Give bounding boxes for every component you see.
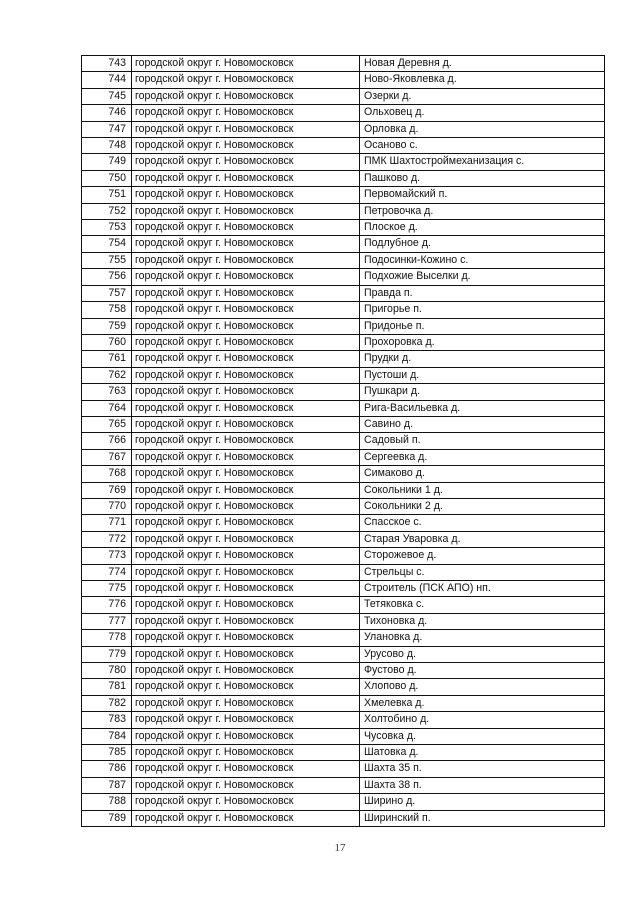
row-number: 749 [82, 154, 132, 170]
table-row [82, 597, 605, 613]
table-row [82, 663, 605, 679]
settlement-cell: Правда п. [360, 285, 605, 301]
settlement-cell: Стрельцы с. [360, 564, 605, 580]
district-cell: городской округ г. Новомосковск [132, 88, 360, 104]
district-cell: городской округ г. Новомосковск [132, 203, 360, 219]
district-cell: городской округ г. Новомосковск [132, 466, 360, 482]
row-number: 745 [82, 88, 132, 104]
district-cell: городской округ г. Новомосковск [132, 138, 360, 154]
settlement-cell: Спасское с. [360, 515, 605, 531]
district-cell: городской округ г. Новомосковск [132, 695, 360, 711]
table-row [82, 121, 605, 137]
table-row [82, 351, 605, 367]
district-cell: городской округ г. Новомосковск [132, 105, 360, 121]
district-cell: городской округ г. Новомосковск [132, 285, 360, 301]
district-cell: городской округ г. Новомосковск [132, 269, 360, 285]
district-cell: городской округ г. Новомосковск [132, 794, 360, 810]
table-row [82, 646, 605, 662]
row-number: 752 [82, 203, 132, 219]
row-number: 769 [82, 482, 132, 498]
table-row [82, 613, 605, 629]
table-row [82, 630, 605, 646]
table-row [82, 745, 605, 761]
row-number: 763 [82, 384, 132, 400]
district-cell: городской округ г. Новомосковск [132, 728, 360, 744]
district-cell: городской округ г. Новомосковск [132, 712, 360, 728]
settlement-cell: Старая Уваровка д. [360, 531, 605, 547]
settlement-cell: Придонье п. [360, 318, 605, 334]
row-number: 751 [82, 187, 132, 203]
table-row [82, 531, 605, 547]
row-number: 777 [82, 613, 132, 629]
district-cell: городской округ г. Новомосковск [132, 56, 360, 72]
settlement-cell: Петровочка д. [360, 203, 605, 219]
page-number: 17 [334, 842, 346, 854]
settlement-cell: Шатовка д. [360, 745, 605, 761]
row-number: 771 [82, 515, 132, 531]
table-row [82, 515, 605, 531]
settlement-cell: Сторожевое д. [360, 548, 605, 564]
table-row [82, 170, 605, 186]
row-number: 784 [82, 728, 132, 744]
row-number: 782 [82, 695, 132, 711]
district-cell: городской округ г. Новомосковск [132, 745, 360, 761]
district-cell: городской округ г. Новомосковск [132, 515, 360, 531]
table-row [82, 548, 605, 564]
row-number: 760 [82, 334, 132, 350]
district-cell: городской округ г. Новомосковск [132, 548, 360, 564]
row-number: 773 [82, 548, 132, 564]
table-row [82, 88, 605, 104]
row-number: 758 [82, 302, 132, 318]
settlement-cell: Рига-Васильевка д. [360, 400, 605, 416]
settlement-cell: Подхожие Выселки д. [360, 269, 605, 285]
settlement-cell: Плоское д. [360, 220, 605, 236]
row-number: 759 [82, 318, 132, 334]
table-row [82, 187, 605, 203]
district-cell: городской округ г. Новомосковск [132, 433, 360, 449]
row-number: 762 [82, 367, 132, 383]
table-row [82, 761, 605, 777]
district-cell: городской округ г. Новомосковск [132, 597, 360, 613]
row-number: 750 [82, 170, 132, 186]
row-number: 766 [82, 433, 132, 449]
district-cell: городской округ г. Новомосковск [132, 416, 360, 432]
row-number: 764 [82, 400, 132, 416]
district-cell: городской округ г. Новомосковск [132, 581, 360, 597]
table-row [82, 334, 605, 350]
table-row [82, 105, 605, 121]
table-row [82, 564, 605, 580]
settlement-cell: Первомайский п. [360, 187, 605, 203]
row-number: 774 [82, 564, 132, 580]
settlement-cell: Улановка д. [360, 630, 605, 646]
settlement-cell: Хлопово д. [360, 679, 605, 695]
settlement-cell: Пушкари д. [360, 384, 605, 400]
district-cell: городской округ г. Новомосковск [132, 564, 360, 580]
settlement-cell: Подосинки-Кожино с. [360, 252, 605, 268]
district-cell: городской округ г. Новомосковск [132, 679, 360, 695]
district-cell: городской округ г. Новомосковск [132, 170, 360, 186]
district-cell: городской округ г. Новомосковск [132, 351, 360, 367]
district-cell: городской округ г. Новомосковск [132, 334, 360, 350]
row-number: 772 [82, 531, 132, 547]
settlement-cell: Ширинский п. [360, 810, 605, 826]
district-cell: городской округ г. Новомосковск [132, 810, 360, 826]
settlement-cell: Подлубное д. [360, 236, 605, 252]
table-row [82, 449, 605, 465]
settlement-cell: Тетяковка с. [360, 597, 605, 613]
table-row [82, 252, 605, 268]
table-row [82, 712, 605, 728]
table-row [82, 220, 605, 236]
district-cell: городской округ г. Новомосковск [132, 154, 360, 170]
settlement-cell: Тихоновка д. [360, 613, 605, 629]
district-cell: городской округ г. Новомосковск [132, 187, 360, 203]
district-cell: городской округ г. Новомосковск [132, 236, 360, 252]
district-cell: городской округ г. Новомосковск [132, 498, 360, 514]
settlement-cell: Хмелевка д. [360, 695, 605, 711]
district-cell: городской округ г. Новомосковск [132, 646, 360, 662]
row-number: 747 [82, 121, 132, 137]
settlement-cell: Прудки д. [360, 351, 605, 367]
row-number: 779 [82, 646, 132, 662]
settlement-cell: Ново-Яковлевка д. [360, 72, 605, 88]
row-number: 757 [82, 285, 132, 301]
district-cell: городской округ г. Новомосковск [132, 121, 360, 137]
row-number: 787 [82, 777, 132, 793]
row-number: 775 [82, 581, 132, 597]
settlement-cell: Осаново с. [360, 138, 605, 154]
table-row [82, 384, 605, 400]
district-cell: городской округ г. Новомосковск [132, 72, 360, 88]
table-row [82, 433, 605, 449]
settlements-table [81, 55, 605, 827]
district-cell: городской округ г. Новомосковск [132, 777, 360, 793]
row-number: 748 [82, 138, 132, 154]
row-number: 783 [82, 712, 132, 728]
settlement-cell: Строитель (ПСК АПО) нп. [360, 581, 605, 597]
settlement-cell: Сокольники 2 д. [360, 498, 605, 514]
settlement-cell: Ширино д. [360, 794, 605, 810]
district-cell: городской округ г. Новомосковск [132, 449, 360, 465]
row-number: 767 [82, 449, 132, 465]
district-cell: городской округ г. Новомосковск [132, 400, 360, 416]
row-number: 785 [82, 745, 132, 761]
table-row [82, 400, 605, 416]
table-row [82, 302, 605, 318]
district-cell: городской округ г. Новомосковск [132, 384, 360, 400]
row-number: 753 [82, 220, 132, 236]
row-number: 756 [82, 269, 132, 285]
table-row [82, 285, 605, 301]
table-row [82, 203, 605, 219]
district-cell: городской округ г. Новомосковск [132, 761, 360, 777]
settlement-cell: Новая Деревня д. [360, 56, 605, 72]
row-number: 746 [82, 105, 132, 121]
table-row [82, 728, 605, 744]
district-cell: городской округ г. Новомосковск [132, 630, 360, 646]
district-cell: городской округ г. Новомосковск [132, 302, 360, 318]
settlement-cell: Пустоши д. [360, 367, 605, 383]
district-cell: городской округ г. Новомосковск [132, 613, 360, 629]
table-row [82, 679, 605, 695]
settlement-cell: Шахта 38 п. [360, 777, 605, 793]
table-row [82, 581, 605, 597]
table-row [82, 794, 605, 810]
table-row [82, 236, 605, 252]
row-number: 744 [82, 72, 132, 88]
district-cell: городской округ г. Новомосковск [132, 318, 360, 334]
table-row [82, 810, 605, 826]
row-number: 786 [82, 761, 132, 777]
row-number: 765 [82, 416, 132, 432]
table-row [82, 498, 605, 514]
district-cell: городской округ г. Новомосковск [132, 663, 360, 679]
row-number: 789 [82, 810, 132, 826]
row-number: 770 [82, 498, 132, 514]
row-number: 761 [82, 351, 132, 367]
settlement-cell: Фустово д. [360, 663, 605, 679]
table-row [82, 269, 605, 285]
settlement-cell: Сергеевка д. [360, 449, 605, 465]
row-number: 755 [82, 252, 132, 268]
settlement-cell: Шахта 35 п. [360, 761, 605, 777]
settlement-cell: Симаково д. [360, 466, 605, 482]
row-number: 778 [82, 630, 132, 646]
district-cell: городской округ г. Новомосковск [132, 367, 360, 383]
district-cell: городской округ г. Новомосковск [132, 252, 360, 268]
table-row [82, 154, 605, 170]
settlement-cell: Урусово д. [360, 646, 605, 662]
settlement-cell: Ольховец д. [360, 105, 605, 121]
table-row [82, 138, 605, 154]
settlement-cell: Пашково д. [360, 170, 605, 186]
settlement-cell: Холтобино д. [360, 712, 605, 728]
settlement-cell: ПМК Шахтостроймеханизация с. [360, 154, 605, 170]
row-number: 780 [82, 663, 132, 679]
row-number: 788 [82, 794, 132, 810]
settlement-cell: Пригорье п. [360, 302, 605, 318]
table-row [82, 466, 605, 482]
district-cell: городской округ г. Новомосковск [132, 482, 360, 498]
table-row [82, 695, 605, 711]
table-row [82, 367, 605, 383]
table-row [82, 777, 605, 793]
settlement-cell: Орловка д. [360, 121, 605, 137]
settlement-cell: Садовый п. [360, 433, 605, 449]
district-cell: городской округ г. Новомосковск [132, 220, 360, 236]
settlement-cell: Савино д. [360, 416, 605, 432]
district-cell: городской округ г. Новомосковск [132, 531, 360, 547]
row-number: 768 [82, 466, 132, 482]
table-row [82, 482, 605, 498]
row-number: 781 [82, 679, 132, 695]
settlements-table-body [82, 56, 605, 827]
settlement-cell: Прохоровка д. [360, 334, 605, 350]
table-row [82, 72, 605, 88]
settlement-cell: Сокольники 1 д. [360, 482, 605, 498]
table-row [82, 318, 605, 334]
row-number: 743 [82, 56, 132, 72]
settlement-cell: Озерки д. [360, 88, 605, 104]
row-number: 754 [82, 236, 132, 252]
table-row [82, 416, 605, 432]
settlement-cell: Чусовка д. [360, 728, 605, 744]
table-row [82, 56, 605, 72]
row-number: 776 [82, 597, 132, 613]
